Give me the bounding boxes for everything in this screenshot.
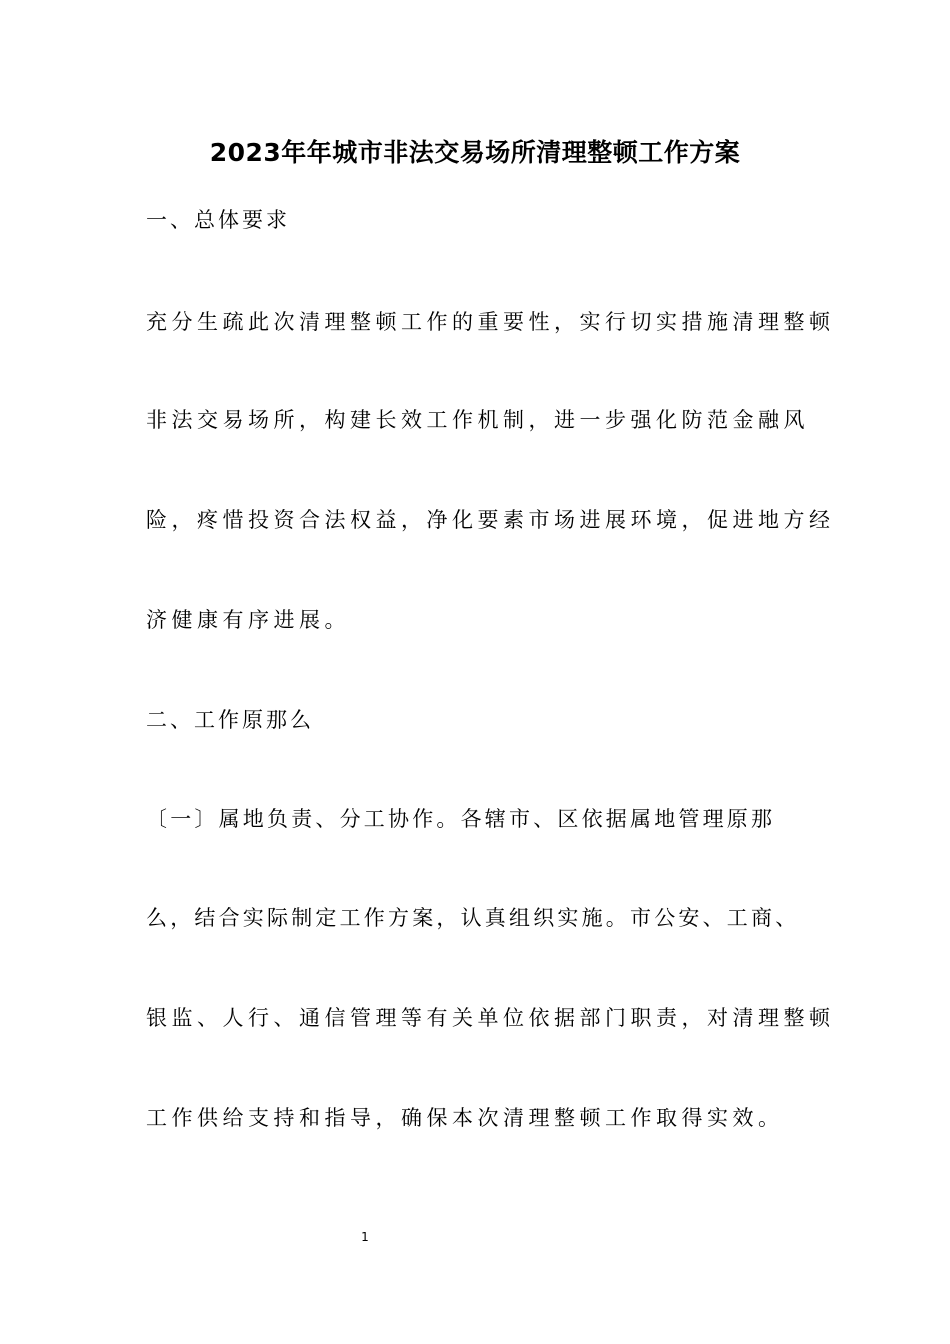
paragraph-line: 么，结合实际制定工作方案，认真组织实施。市公安、工商、 [146, 906, 800, 930]
paragraph-line: 济健康有序进展。 [146, 608, 350, 632]
paragraph-line: 工作供给支持和指导，确保本次清理整顿工作取得实效。 [146, 1106, 784, 1130]
paragraph-line: 银监、人行、通信管理等有关单位依据部门职责，对清理整顿 [146, 1006, 835, 1030]
paragraph-line: 〔一〕属地负责、分工协作。各辖市、区依据属地管理原那 [146, 807, 776, 831]
paragraph-line: 充分生疏此次清理整顿工作的重要性，实行切实措施清理整顿 [146, 310, 835, 334]
page-number: 1 [361, 1230, 369, 1244]
document-title: 2023年年城市非法交易场所清理整顿工作方案 [209, 138, 741, 167]
section-heading-general-requirements: 一、总体要求 [146, 208, 290, 232]
paragraph-line: 非法交易场所，构建长效工作机制，进一步强化防范金融风 [146, 408, 809, 432]
paragraph-line: 险，疼惜投资合法权益，净化要素市场进展环境，促进地方经 [146, 508, 835, 532]
section-heading-work-principles: 二、工作原那么 [146, 708, 314, 732]
